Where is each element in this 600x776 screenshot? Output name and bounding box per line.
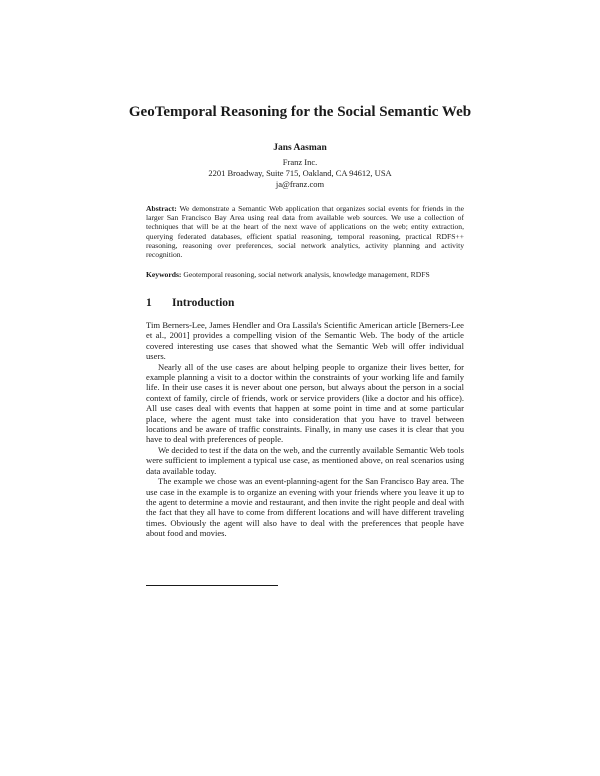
author-address: 2201 Broadway, Suite 715, Oakland, CA 94612, USA — [208, 168, 392, 178]
introduction-body — [146, 320, 464, 539]
abstract — [146, 204, 464, 259]
keywords-text: Geotemporal reasoning, social network analysis, knowledge management, RDFS — [183, 270, 430, 279]
author-email: ja@franz.com — [275, 179, 325, 189]
keywords — [146, 270, 464, 279]
paragraph: Nearly all of the use cases are about helping people to organize their lives better, for example planning a visit to a doctor within the constraints of your working life and family life. In their use cases it is never about one person, but always about the person in a social context of family, circle of friends, work or service providers (like a doctor and his office). All use cases deal with events that happen at some point in time and at some particular place, where the agent must take into consideration that you have to travel between locations and be aware of traffic constraints. Finally, in many use cases it is clear that you have to deal with preferences of people. — [146, 361, 464, 445]
abstract-label: Abstract: — [146, 204, 177, 213]
paragraph: Tim Berners-Lee, James Hendler and Ora Lassila's Scientific American article [Berners-Lee et al., 2001] provides a compelling vision of the Semantic Web. The body of the article covered interesting use cases that showed what the Semantic Web will offer individual users. — [146, 320, 464, 362]
paragraph: We decided to test if the data on the web, and the currently available Semantic Web tools were sufficient to implement a typical use case, as mentioned above, on real scenarios using data available today. — [146, 444, 464, 476]
author-name: Jans Aasman — [273, 143, 327, 153]
footnote-divider — [146, 585, 278, 586]
section-heading — [146, 297, 234, 309]
paragraph: The example we chose was an event-planning-agent for the San Francisco Bay area. The use case in the example is to organize an evening with your friends where you leave it up to the agent to determine a movie and restaurant, and then invite the right people and deal with the fact that they all have to come from different locations and will have different traveling times. Obviously the agent will also have to deal with the preferences that people have about food and movies. — [146, 476, 464, 539]
section-title: Introduction — [172, 297, 235, 309]
section-number: 1 — [146, 297, 152, 309]
abstract-text: We demonstrate a Semantic Web application that organizes social events for friends in the larger San Francisco Bay Area using real data from available web sources. We use a collection of techniques that will be at the heart of the next wave of applications on the web; entity extraction, querying federated databases, efficient spatial reasoning, temporal reasoning, practical RDFS++ reasoning, reasoning over preferences, social network analytics, activity planning and activity recognition. — [146, 204, 464, 260]
paper-title: GeoTemporal Reasoning for the Social Semantic Web — [128, 104, 472, 120]
keywords-label: Keywords: — [146, 270, 182, 279]
author-affiliation: Franz Inc. — [282, 157, 318, 167]
